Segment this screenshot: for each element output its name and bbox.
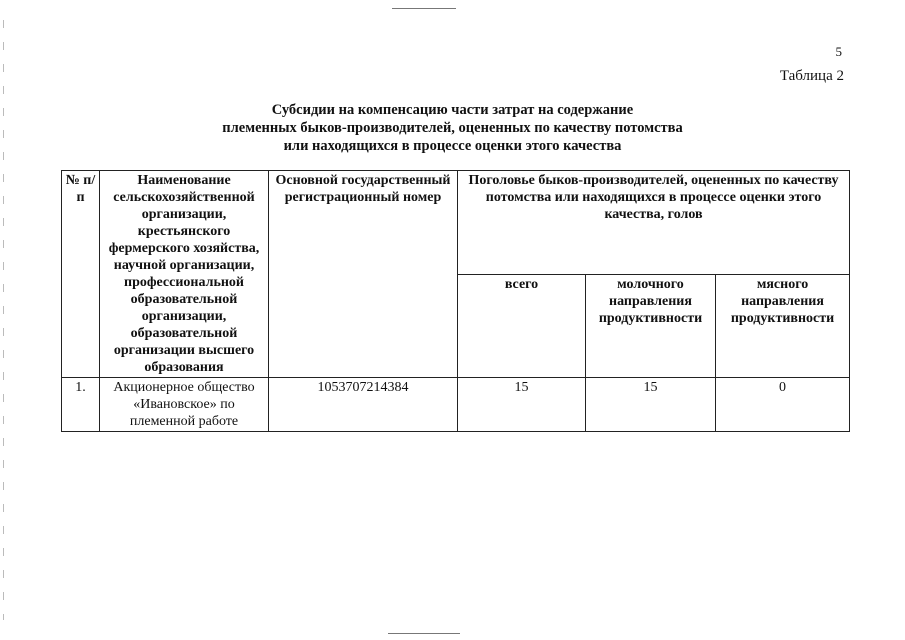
scan-top-mark bbox=[392, 8, 456, 9]
document-title bbox=[0, 101, 905, 155]
title-line: племенных быков-производителей, оцененных по качеству потомства bbox=[222, 120, 683, 136]
cell-organization-name: Акционерное общество «Ивановское» по племенной работе bbox=[100, 378, 269, 432]
cell-total: 15 bbox=[458, 378, 586, 432]
header-meat: мясного направления продуктивности bbox=[716, 274, 850, 378]
cell-num: 1. bbox=[62, 378, 100, 432]
header-organization-name: Наименование сельскохозяйственной организации, крестьянского фермерского хозяйства, научной организации, профессиональной образовательной организации, образовательной организации высшего образования bbox=[100, 171, 269, 378]
scan-bottom-mark bbox=[388, 633, 460, 634]
title-line: или находящихся в процессе оценки этого качества bbox=[283, 138, 622, 154]
header-registration-number: Основной государственный регистрационный номер bbox=[269, 171, 458, 378]
header-row bbox=[62, 171, 850, 275]
header-dairy: молочного направления продуктивности bbox=[586, 274, 716, 378]
header-total: всего bbox=[458, 274, 586, 378]
header-num: № п/п bbox=[62, 171, 100, 378]
page-number: 5 bbox=[835, 44, 842, 59]
cell-dairy: 15 bbox=[586, 378, 716, 432]
subsidy-table bbox=[61, 170, 850, 432]
cell-meat: 0 bbox=[716, 378, 850, 432]
table-label: Таблица 2 bbox=[779, 68, 844, 84]
table-row bbox=[62, 378, 850, 432]
title-line: Субсидии на компенсацию части затрат на содержание bbox=[271, 102, 634, 118]
cell-registration-number: 1053707214384 bbox=[269, 378, 458, 432]
header-livestock-group: Поголовье быков-производителей, оцененных по качеству потомства или находящихся в процессе оценки этого качества, голов bbox=[458, 171, 850, 275]
